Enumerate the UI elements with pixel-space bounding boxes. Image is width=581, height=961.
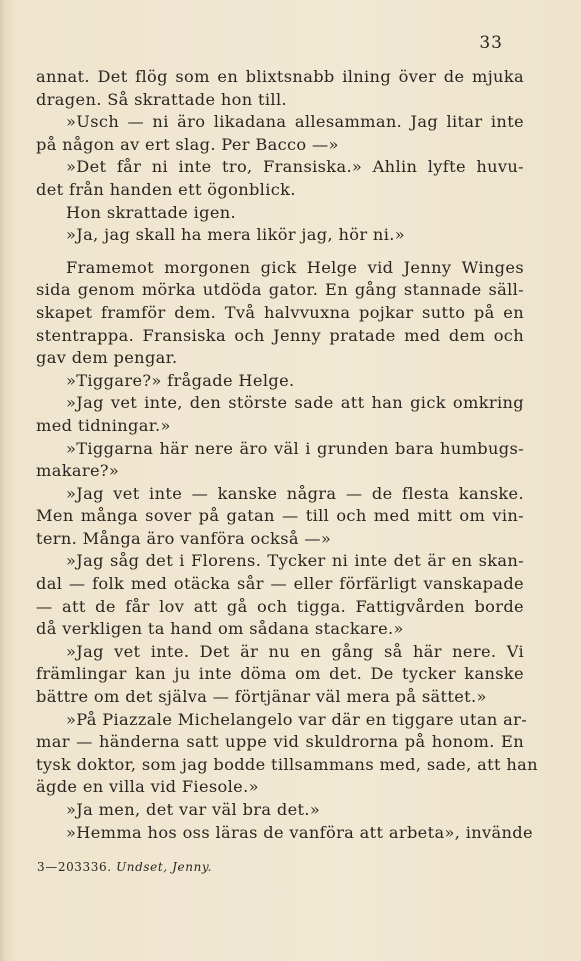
text-line: »Det får ni inte tro, Fransiska.» Ahlin lyfte huvu- <box>66 157 524 177</box>
text-line: »Usch — ni äro likadana allesamman. Jag litar inte <box>66 112 524 132</box>
text-line: »Jag vet inte — kanske några — de flesta kanske. <box>66 483 524 503</box>
text-line: skapet framför dem. Två halvvuxna pojkar sutto på en <box>36 302 524 322</box>
text-line: »Ja, jag skall ha mera likör jag, hör ni.» <box>66 225 405 245</box>
text-line: ägde en villa vid Fiesole.» <box>36 777 259 797</box>
section-break <box>36 247 524 257</box>
printer-signature <box>37 860 212 874</box>
text-line: »Tiggarna här nere äro väl i grunden bara humbugs- <box>66 438 524 458</box>
paragraph-group-1 <box>36 66 524 247</box>
text-line: — att de får lov att gå och tigga. Fattigvården borde <box>36 596 524 616</box>
text-line: det från handen ett ögonblick. <box>36 179 296 199</box>
text-line: »Jag vet inte. Det är nu en gång så här nere. Vi <box>66 641 524 661</box>
text-line: då verkligen ta hand om sådana stackare.» <box>36 619 404 639</box>
text-line: »Jag vet inte, den störste sade att han gick omkring <box>66 393 524 413</box>
text-line: tern. Många äro vanföra också —» <box>36 528 332 548</box>
text-line: »Hemma hos oss läras de vanföra att arbeta», invände <box>66 822 533 842</box>
text-line: tysk doktor, som jag bodde tillsammans med, sade, att han <box>36 754 538 774</box>
page-number: 33 <box>479 33 503 53</box>
text-line: på någon av ert slag. Per Bacco —» <box>36 134 339 154</box>
text-line: »På Piazzale Michelangelo var där en tiggare utan ar- <box>66 709 528 729</box>
text-line: med tidningar.» <box>36 415 171 435</box>
text-line: Hon skrattade igen. <box>66 202 237 222</box>
text-line: bättre om det själva — förtjänar väl mera på sättet.» <box>36 687 487 707</box>
text-line: främlingar kan ju inte döma om det. De tycker kanske <box>36 664 524 684</box>
text-line: annat. Det flög som en blixtsnabb ilning över de mjuka <box>36 67 524 86</box>
signature-mark: 3—203336. <box>37 860 112 874</box>
body-text <box>36 66 538 844</box>
text-line: stentrappa. Fransiska och Jenny pratade med dem och <box>36 325 524 345</box>
text-line: sida genom mörka utdöda gator. En gång stannade säll- <box>36 280 524 300</box>
signature-title: Undset, Jenny. <box>116 860 213 874</box>
text-line: Men många sover på gatan — till och med mitt om vin- <box>36 506 524 526</box>
paragraph-group-2 <box>36 257 538 844</box>
text-line: mar — händerna satt uppe vid skuldrorna på honom. En <box>36 732 524 752</box>
text-line: gav dem pengar. <box>36 348 178 368</box>
text-line: makare?» <box>36 461 120 481</box>
text-line: »Jag såg det i Florens. Tycker ni inte det är en skan- <box>66 551 524 571</box>
text-line: Framemot morgonen gick Helge vid Jenny Winges <box>66 257 524 277</box>
text-line: »Ja men, det var väl bra det.» <box>66 800 321 819</box>
text-line: dal — folk med otäcka sår — eller förfärligt vanskapade <box>36 574 524 594</box>
text-line: »Tiggare?» frågade Helge. <box>66 370 295 390</box>
text-line: dragen. Så skrattade hon till. <box>36 89 287 109</box>
